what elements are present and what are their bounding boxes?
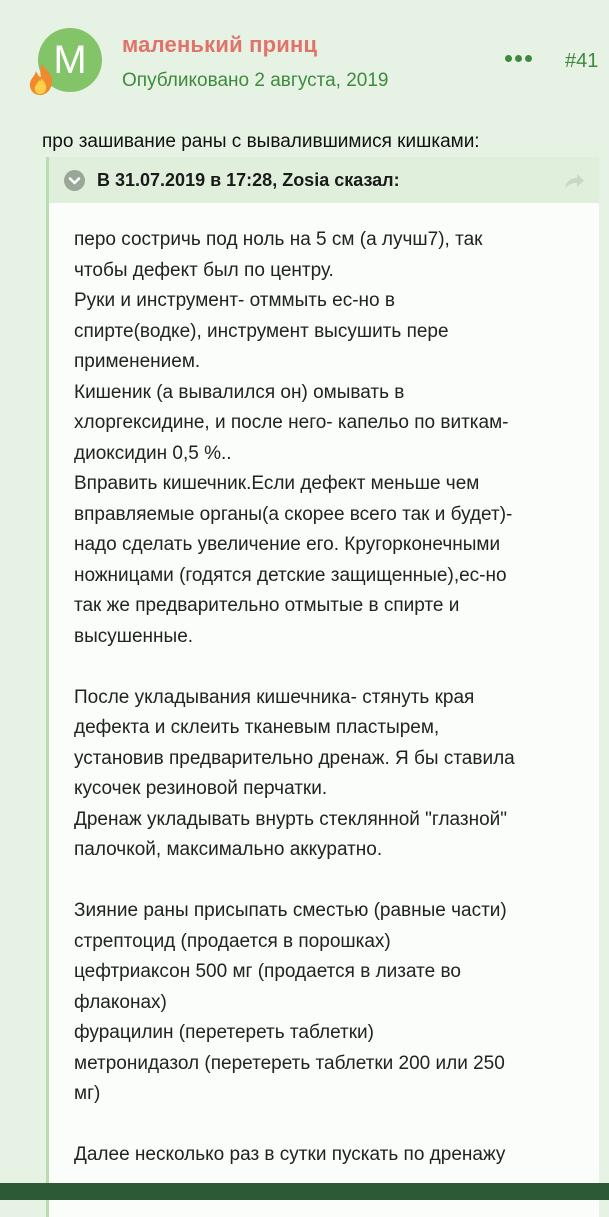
quote-line: перо состричь под ноль на 5 см (а лучш7), так	[74, 229, 483, 250]
quote-line: дефекта и склеить тканевым пластырем,	[74, 717, 440, 738]
quote-line	[74, 652, 589, 683]
quote-line: Руки и инструмент- отммыть ес-но в	[74, 290, 395, 311]
quote-line: чтобы дефект был по центру.	[74, 259, 334, 281]
quote-line: мг)	[74, 1083, 101, 1104]
quote-line: стрептоцид (продается в порошках)	[74, 930, 391, 952]
quote-line: флаконах)	[74, 991, 167, 1013]
bottom-toolbar	[0, 1183, 609, 1200]
post-lead-text: про зашивание раны с вывалившимися кишками:	[42, 131, 480, 152]
quote-line: палочкой, максимально аккуратно.	[74, 839, 383, 860]
chevron-down-icon[interactable]	[64, 170, 85, 191]
quote-line: Зияние раны присыпать сместью (равные части)	[74, 900, 507, 921]
quote-line	[74, 866, 589, 897]
more-dots-icon[interactable]	[505, 55, 535, 67]
post-header	[0, 0, 609, 120]
quote-body	[74, 225, 589, 1171]
quote-line: надо сделать увеличение его. Кругорконечными	[74, 534, 501, 555]
quote-line: метронидазол (перетереть таблетки 200 или 250	[74, 1052, 505, 1074]
quote-header[interactable]	[49, 157, 599, 203]
quote-line: После укладывания кишечника- стянуть края	[74, 686, 475, 708]
quote-line: цефтриаксон 500 мг (продается в лизате во	[74, 961, 461, 982]
quote-attribution: В 31.07.2019 в 17:28, Zosia сказал:	[97, 170, 400, 190]
quote-line: фурацилин (перетереть таблетки)	[74, 1022, 374, 1043]
quote-line: диоксидин 0,5 %..	[74, 442, 232, 464]
quote-line: ножницами (годятся детские защищенные),ес-но	[74, 564, 507, 586]
quote-line: так же предварительно отмытые в спирте и	[74, 595, 460, 616]
quote-line: Дренаж укладывать внурть стеклянной "глазной"	[74, 808, 508, 830]
avatar-letter: M	[53, 38, 87, 82]
flame-badge-icon	[26, 62, 58, 96]
quote-line: установив предварительно дренаж. Я бы ставила	[74, 747, 515, 769]
quote-line	[74, 1110, 589, 1141]
quote-line: применением.	[74, 351, 201, 372]
published-date: Опубликовано 2 августа, 2019	[122, 70, 389, 91]
quote-line: хлоргексидине, и после него- капельо по виткам-	[74, 412, 509, 433]
quote-line: кусочек резиновой перчатки.	[74, 778, 328, 799]
post-number-link[interactable]: #41	[565, 50, 599, 72]
quote-line: вправляемые органы(а скорее всего так и будет)-	[74, 503, 513, 525]
quote-line: Вправить кишечник.Если дефект меньше чем	[74, 473, 480, 494]
quote-line: высушенные.	[74, 625, 194, 647]
author-name-link[interactable]: маленький принц	[122, 32, 318, 57]
quote-block	[46, 157, 599, 1217]
quote-line: Далее несколько раз в сутки пускать по дренажу	[74, 1144, 506, 1165]
quote-line: спирте(водке), инструмент высушить пере	[74, 320, 449, 342]
quote-line: Кишеник (а вывалился он) омывать в	[74, 381, 405, 403]
share-arrow-icon[interactable]	[564, 171, 586, 191]
